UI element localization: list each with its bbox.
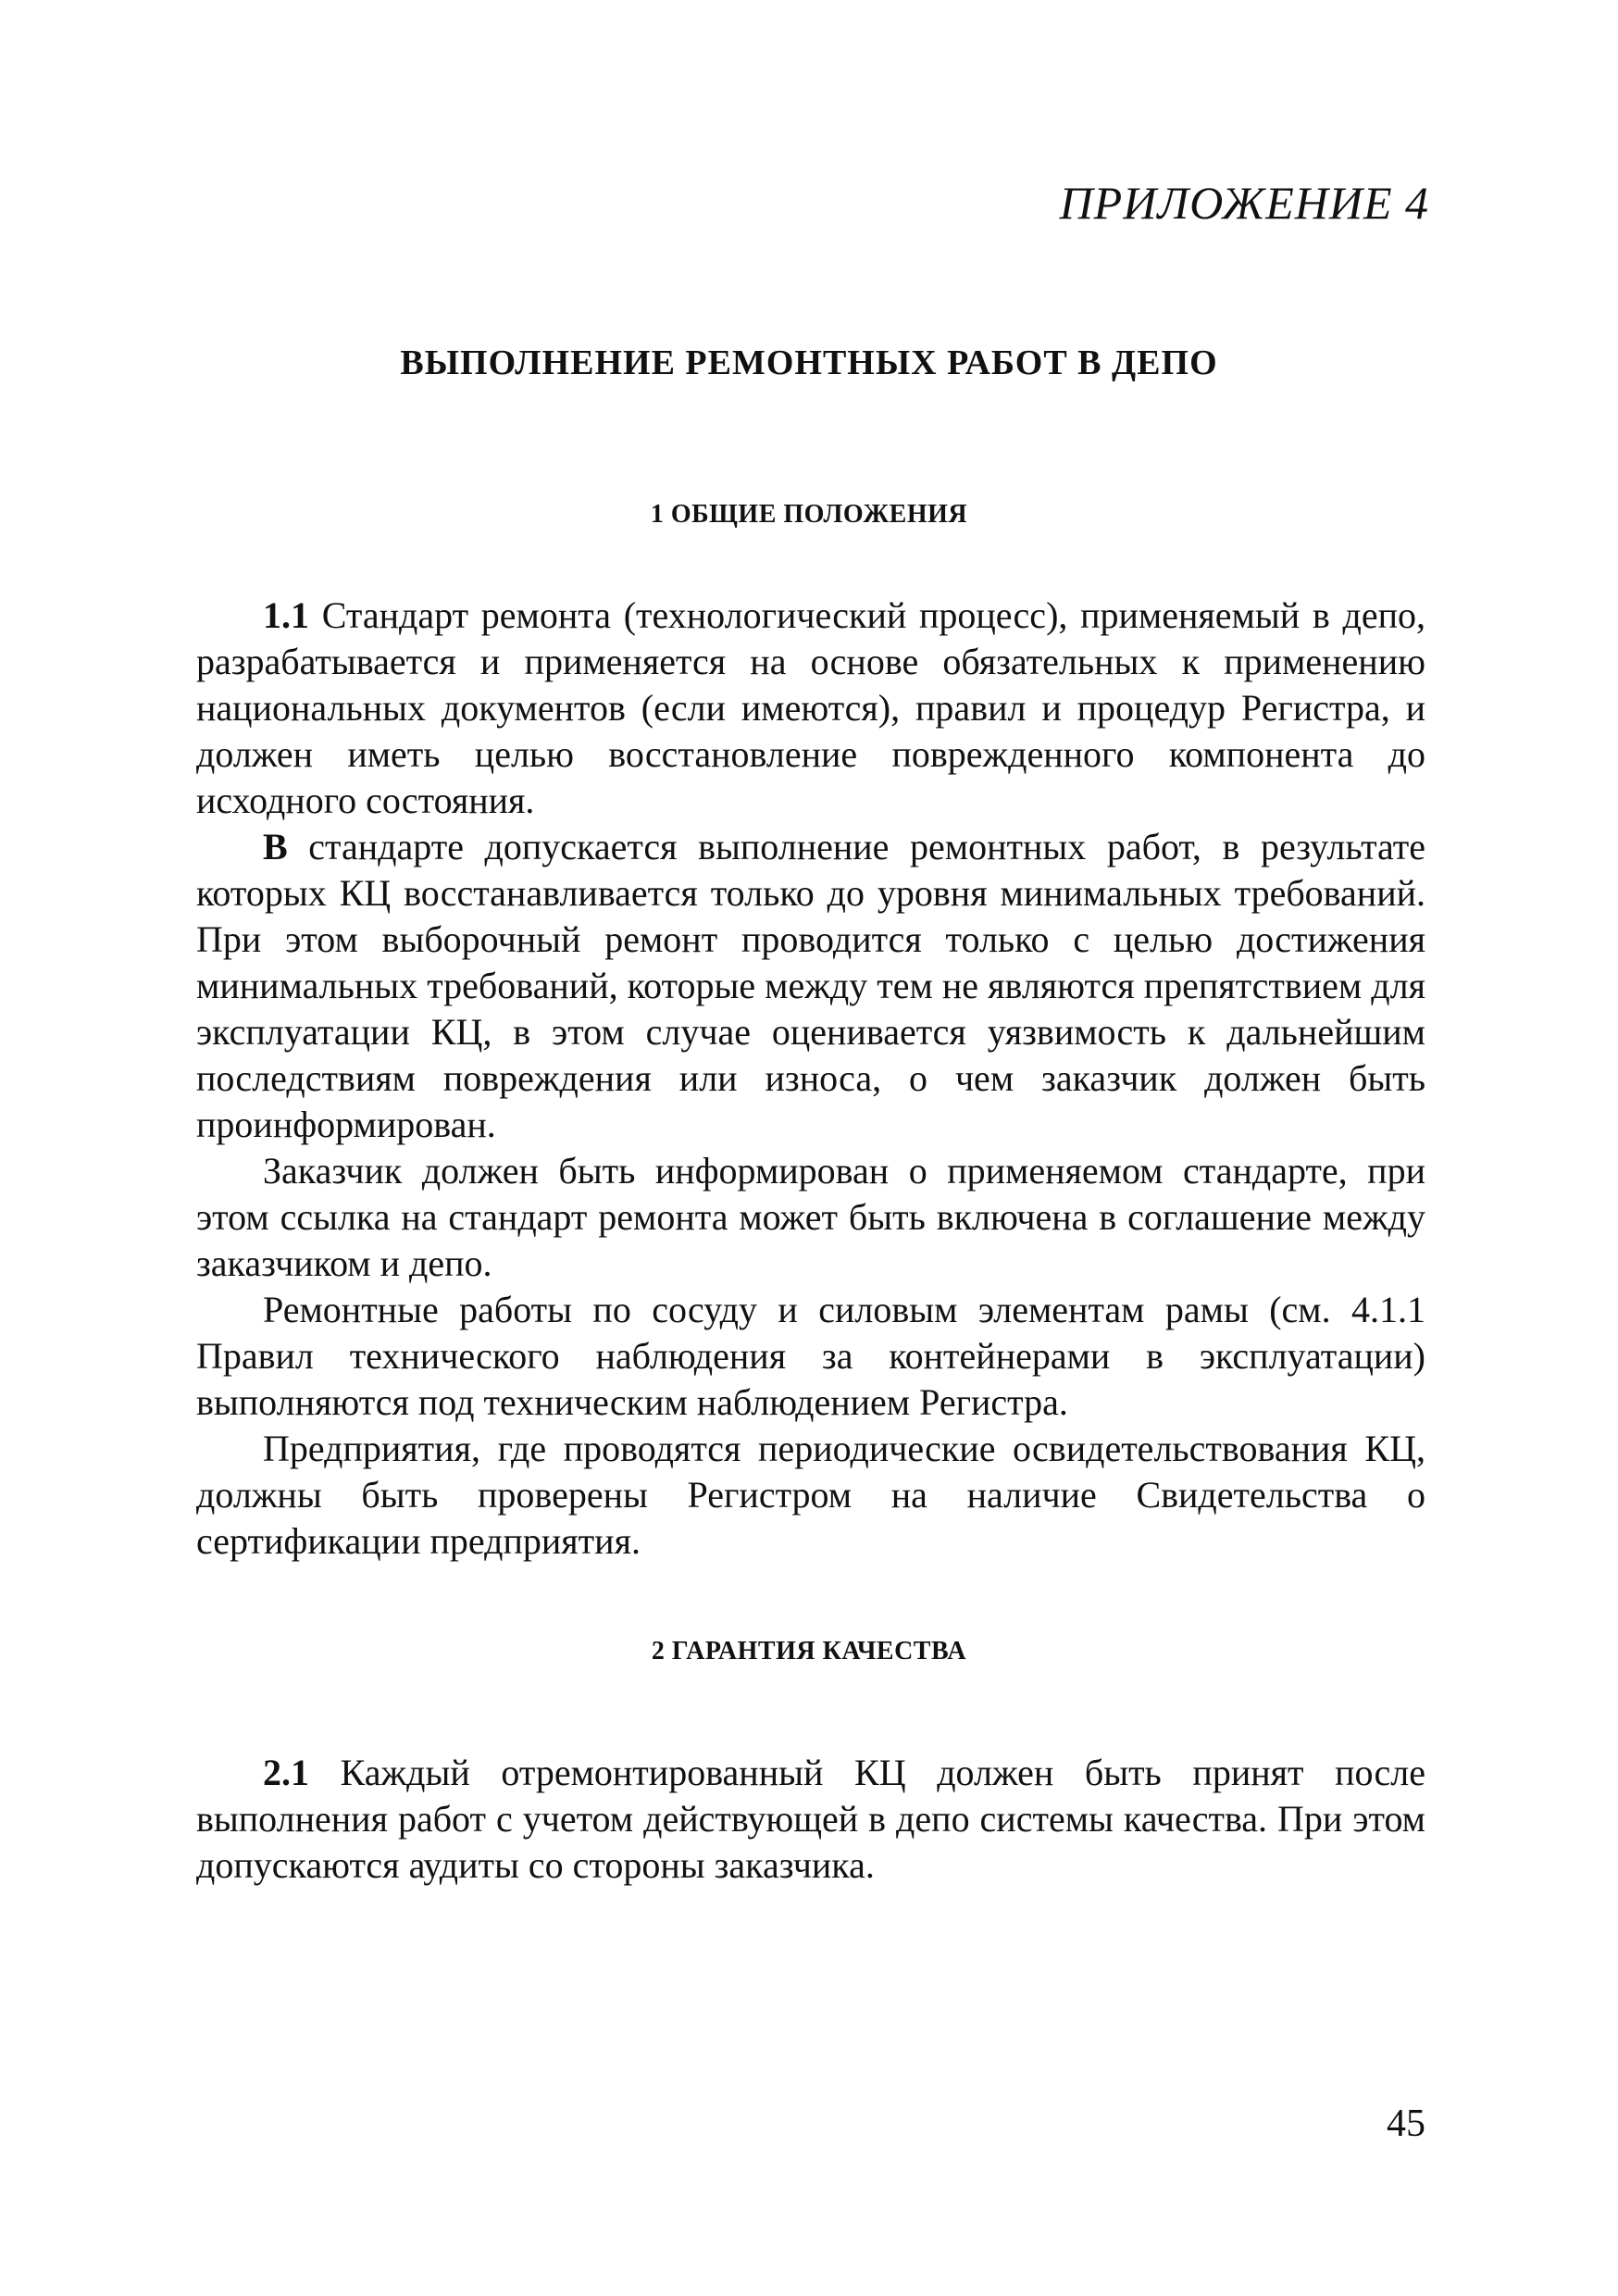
paragraph-1-5: Предприятия, где проводятся периодические освидетельствования КЦ, должны быть проверены Регистром на наличие Свидетельства о сертификации предприятия. [196, 1428, 1425, 1562]
paragraph-1-2 [196, 824, 1425, 1148]
paragraph-1-3: Заказчик должен быть информирован о применяемом стандарте, при этом ссылка на стандарт ремонта может быть включена в соглашение между заказчиком и депо. [196, 1150, 1425, 1284]
section-2-body [196, 1750, 1425, 1889]
paragraph-2-1 [196, 1750, 1425, 1889]
section-1-body [196, 593, 1425, 1565]
paragraph-text: Стандарт ремонта (технологический процесс), применяемый в депо, разрабатывается и применяется на основе обязательных к применению национальных документов (если имеются), правил и процедур Регистра, и должен иметь целью восстановление поврежденного компонента до исходного состояния. [196, 594, 1425, 821]
paragraph-text: стандарте допускается выполнение ремонтных работ, в результате которых КЦ восстанавливается только до уровня минимальных требований. При этом выборочный ремонт проводится только с целью достижения минимальных требований, которые между тем не являются препятствием для эксплуатации КЦ, в этом случае оценивается уязвимость к дальнейшим последствиям повреждения или износа, о чем заказчик должен быть проинформирован. [196, 826, 1425, 1145]
clause-number: 1.1 [263, 594, 309, 636]
page-number: 45 [1387, 2103, 1425, 2145]
appendix-label: ПРИЛОЖЕНИЕ 4 [1059, 177, 1429, 229]
document-title: ВЫПОЛНЕНИЕ РЕМОНТНЫХ РАБОТ В ДЕПО [400, 343, 1218, 382]
section-2-heading: 2 ГАРАНТИЯ КАЧЕСТВА [651, 1637, 967, 1666]
section-1-heading: 1 ОБЩИЕ ПОЛОЖЕНИЯ [650, 500, 968, 529]
paragraph-1-1 [196, 593, 1425, 824]
clause-number: 2.1 [263, 1752, 309, 1793]
paragraph-1-4: Ремонтные работы по сосуду и силовым элементам рамы (см. 4.1.1 Правил технического наблюдения за контейнерами в эксплуатации) выполняются под техническим наблюдением Регистра. [196, 1289, 1425, 1423]
paragraph-text: Каждый отремонтированный КЦ должен быть принят после выполнения работ с учетом действующей в депо системы качества. При этом допускаются аудиты со стороны заказчика. [196, 1752, 1425, 1886]
paragraph-lead: В [263, 826, 288, 867]
